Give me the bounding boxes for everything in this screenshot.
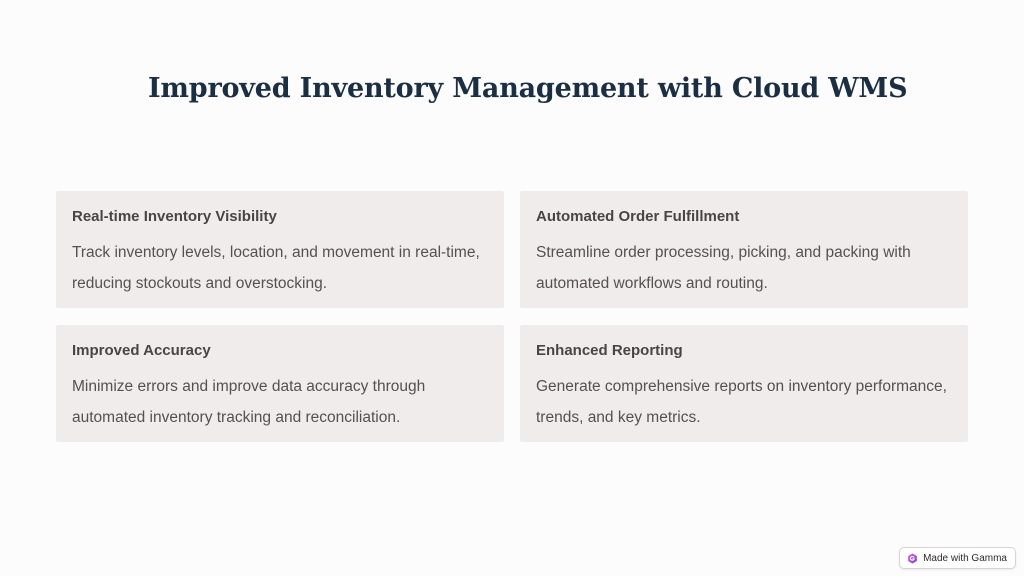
feature-card-order-fulfillment [520, 191, 968, 308]
feature-card-improved-accuracy [56, 325, 504, 442]
card-body: Track inventory levels, location, and movement in real-time, reducing stockouts and overstocking. [72, 244, 480, 292]
card-body: Streamline order processing, picking, and packing with automated workflows and routing. [536, 244, 911, 292]
made-with-gamma-badge[interactable] [899, 547, 1016, 569]
page-title: Improved Inventory Management with Cloud WMS [148, 73, 908, 104]
feature-card-realtime-visibility [56, 191, 504, 308]
card-heading: Automated Order Fulfillment [536, 208, 740, 225]
badge-label: Made with Gamma [923, 552, 1007, 564]
card-heading: Real-time Inventory Visibility [72, 208, 277, 225]
gamma-logo-icon [907, 553, 918, 564]
card-heading: Enhanced Reporting [536, 342, 683, 359]
card-heading: Improved Accuracy [72, 342, 211, 359]
feature-card-enhanced-reporting [520, 325, 968, 442]
card-body: Generate comprehensive reports on inventory performance, trends, and key metrics. [536, 378, 947, 426]
card-body: Minimize errors and improve data accuracy through automated inventory tracking and reconciliation. [72, 378, 426, 426]
